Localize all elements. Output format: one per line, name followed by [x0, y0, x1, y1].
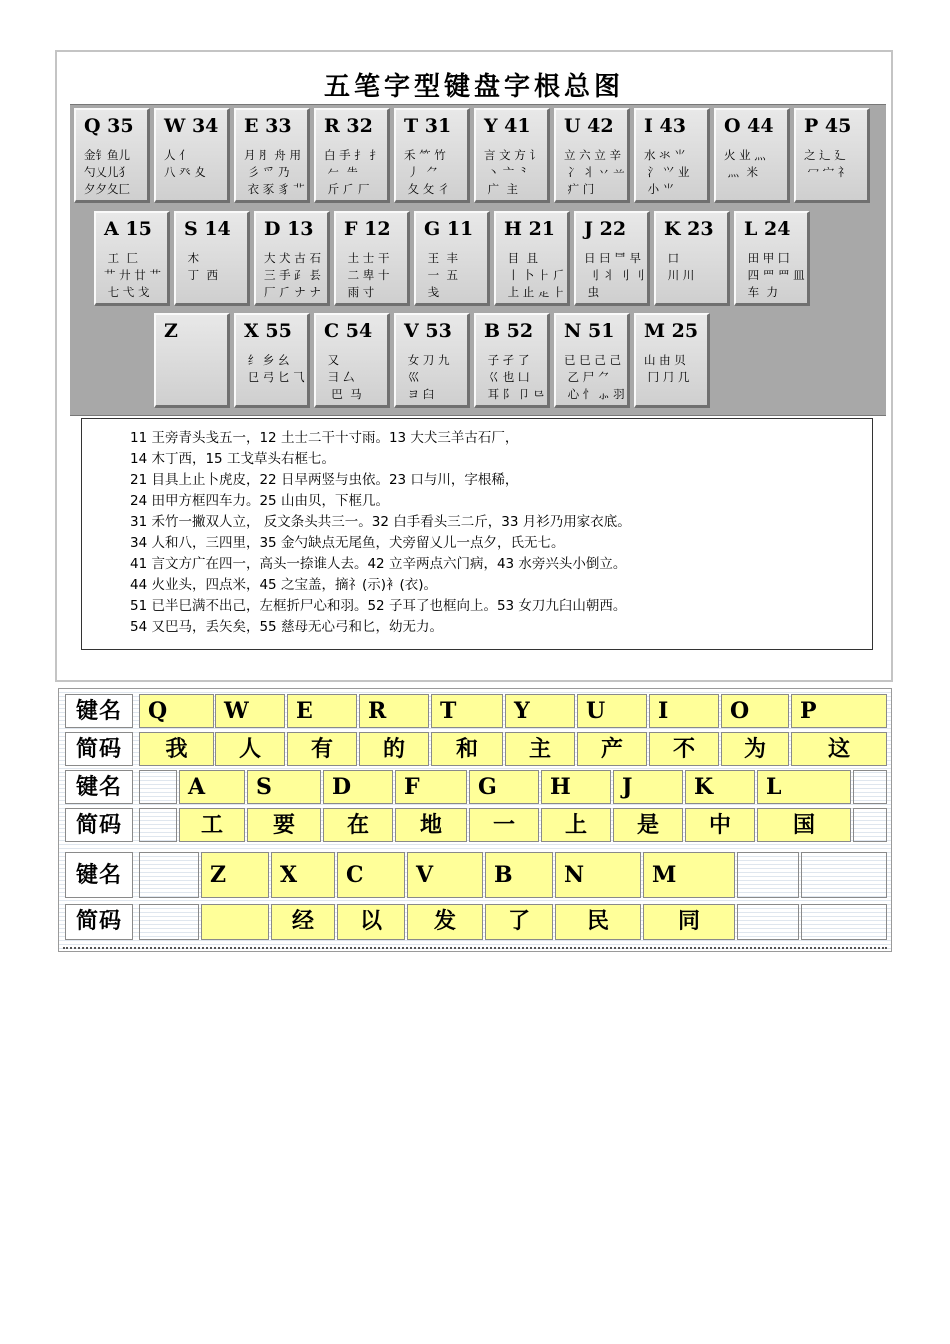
key-roots: 金钅鱼儿 勺乂儿犭 夕夕夂匚	[84, 148, 130, 196]
shortcode-table	[58, 688, 892, 952]
short-code-cell: 地	[395, 808, 467, 842]
wubi-keyboard-figure	[55, 50, 893, 682]
key-roots: 山 由 贝 冂 ⺆ 几	[644, 353, 690, 384]
key-roots: 立 六 立 辛 冫 丬 丷 䒑 疒 门	[564, 148, 625, 196]
key-name-cell: P	[791, 694, 887, 728]
key-name-cell: M	[643, 852, 735, 898]
empty-cell	[737, 852, 799, 898]
short-code-cell: 产	[577, 732, 647, 766]
row-header: 键名	[65, 770, 133, 804]
short-code-cell: 一	[469, 808, 539, 842]
key-roots: 女 刀 九 巛 ヨ 臼	[407, 353, 450, 401]
mnemonic-line: 41 言文方广在四一，高头一捺谁人去。42 立辛两点六门病，43 水旁兴头小倒立。	[130, 556, 627, 572]
key-w	[154, 108, 230, 203]
key-roots: 田 甲 囗 四 罒 ⺲ 皿 车 力	[747, 251, 805, 299]
key-name-cell: X	[271, 852, 335, 898]
key-name-cell: B	[485, 852, 553, 898]
key-label: Z	[164, 320, 178, 342]
key-c	[314, 313, 390, 408]
empty-cell	[853, 770, 887, 804]
mnemonic-line: 21 目具上止卜虎皮，22 日早两竖与虫依。23 口与川，字根稀，	[130, 472, 519, 488]
key-roots: 口 川 川	[667, 251, 695, 282]
key-name-cell: A	[179, 770, 245, 804]
key-a	[94, 211, 170, 306]
key-label: O 44	[724, 115, 774, 137]
key-roots: 水 氺 ⺌ 氵 ⺍ 业 小 ⺌	[644, 148, 690, 196]
short-code-cell: 这	[791, 732, 887, 766]
key-label: Y 41	[484, 115, 531, 137]
key-label: R 32	[324, 115, 373, 137]
key-name-cell: Z	[201, 852, 269, 898]
key-name-cell: I	[649, 694, 719, 728]
key-roots: 禾 ⺮ 竹 丿 ⺈ 夂 攵 彳	[404, 148, 450, 196]
key-name-cell: F	[395, 770, 467, 804]
key-z	[154, 313, 230, 408]
key-label: P 45	[804, 115, 852, 137]
key-label: L 24	[744, 218, 791, 240]
key-name-cell: G	[469, 770, 539, 804]
short-code-cell: 不	[649, 732, 719, 766]
mnemonic-line: 34 人和八，三四里，35 金勺缺点无尾鱼，犬旁留乂儿一点夕，氏无七。	[130, 535, 565, 551]
key-roots: 工 匚 艹 廾 廿 ⺾ 七 弋 戈	[104, 251, 161, 299]
mnemonic-line: 11 王旁青头戋五一，12 土士二干十寸雨。13 大犬三羊古石厂，	[130, 430, 519, 446]
short-code-cell: 民	[555, 904, 641, 940]
short-code-cell: 主	[505, 732, 575, 766]
empty-cell	[139, 904, 199, 940]
short-code-cell: 了	[485, 904, 553, 940]
short-code-cell: 的	[359, 732, 429, 766]
empty-cell	[853, 808, 887, 842]
key-label: V 53	[404, 320, 452, 342]
mnemonic-box	[81, 418, 873, 650]
key-label: D 13	[264, 218, 314, 240]
mnemonic-line: 54 又巴马，丢矢矣，55 慈母无心弓和匕，幼无力。	[130, 619, 443, 635]
key-name-cell: H	[541, 770, 611, 804]
key-label: T 31	[404, 115, 452, 137]
key-name-cell: D	[323, 770, 393, 804]
key-label: Q 35	[84, 115, 134, 137]
key-label: X 55	[244, 320, 292, 342]
short-code-cell: 以	[337, 904, 405, 940]
key-d	[254, 211, 330, 306]
key-roots: 火 业 灬 灬 米	[724, 148, 766, 179]
key-label: G 11	[424, 218, 474, 240]
key-label: H 21	[504, 218, 556, 240]
key-name-cell: O	[721, 694, 789, 728]
key-label: B 52	[484, 320, 534, 342]
key-name-cell: J	[613, 770, 683, 804]
key-roots: 大 犬 古 石 三 手 ⺪ 镸 厂 ⺁ ナ ナ	[264, 251, 321, 299]
key-r	[314, 108, 390, 203]
key-roots: 目 且 丨 卜 ⺊ 𠂆 上 止 龰 ⺊	[507, 251, 565, 299]
key-roots: 木 丁 西	[187, 251, 218, 282]
keyboard	[70, 104, 886, 416]
key-k	[654, 211, 730, 306]
short-code-cell: 同	[643, 904, 735, 940]
key-b	[474, 313, 550, 408]
short-code-cell: 我	[139, 732, 214, 766]
key-name-cell: K	[685, 770, 755, 804]
key-roots: 已 巳 己 己 乙 尸 ⺈ 心 忄 ⺗ 羽	[564, 353, 625, 401]
mnemonic-line: 14 木丁西，15 工戈草头右框七。	[130, 451, 335, 467]
row-header: 简码	[65, 732, 133, 766]
key-i	[634, 108, 710, 203]
dotted-divider	[63, 944, 887, 949]
mnemonic-line: 44 火业头，四点米，45 之宝盖，摘礻(示)衤(衣)。	[130, 577, 438, 593]
key-label: M 25	[644, 320, 699, 342]
key-roots: 土 士 干 二 卑 十 雨 寸	[347, 251, 390, 299]
short-code-cell	[201, 904, 269, 940]
key-roots: 日 曰 ⺜ 早 刂 ⺦ 刂 刂 虫	[584, 251, 645, 299]
empty-cell	[801, 852, 887, 898]
key-u	[554, 108, 630, 203]
key-s	[174, 211, 250, 306]
key-o	[714, 108, 790, 203]
mnemonic-line: 24 田甲方框四车力。25 山由贝，下框几。	[130, 493, 389, 509]
key-name-cell: T	[431, 694, 503, 728]
key-j	[574, 211, 650, 306]
key-name-cell: E	[287, 694, 357, 728]
mnemonic-line: 51 已半巳满不出己，左框折尸心和羽。52 子耳了也框向上。53 女刀九臼山朝西。	[130, 598, 627, 614]
key-name-cell: Y	[505, 694, 575, 728]
key-v	[394, 313, 470, 408]
short-code-cell: 为	[721, 732, 789, 766]
key-name-cell: U	[577, 694, 647, 728]
row-header: 键名	[65, 852, 133, 898]
key-roots: 人 亻 八 癶 夊	[164, 148, 206, 179]
key-f	[334, 211, 410, 306]
short-code-cell: 有	[287, 732, 357, 766]
key-x	[234, 313, 310, 408]
key-name-cell: V	[407, 852, 483, 898]
key-q	[74, 108, 150, 203]
short-code-cell: 经	[271, 904, 335, 940]
key-m	[634, 313, 710, 408]
empty-cell	[737, 904, 799, 940]
short-code-cell: 和	[431, 732, 503, 766]
short-code-cell: 在	[323, 808, 393, 842]
key-label: E 33	[244, 115, 292, 137]
short-code-cell: 是	[613, 808, 683, 842]
key-label: S 14	[184, 218, 231, 240]
row-header: 键名	[65, 694, 133, 728]
key-roots: 又 ⺕ 厶 巴 马	[327, 353, 362, 401]
key-name-cell: S	[247, 770, 321, 804]
row-header: 简码	[65, 904, 133, 940]
key-roots: 白 手 扌 ⺘ 𠂉 ⺧ 斤 ⺁ 厂	[324, 148, 381, 196]
empty-cell	[139, 808, 177, 842]
empty-cell	[139, 852, 199, 898]
key-label: W 34	[164, 115, 219, 137]
key-y	[474, 108, 550, 203]
short-code-cell: 工	[179, 808, 245, 842]
key-name-cell: W	[215, 694, 285, 728]
key-label: F 12	[344, 218, 391, 240]
key-n	[554, 313, 630, 408]
key-p	[794, 108, 870, 203]
short-code-cell: 发	[407, 904, 483, 940]
key-label: J 22	[584, 218, 627, 240]
row-header: 简码	[65, 808, 133, 842]
key-roots: 子 孑 了 巜 也 凵 耳 阝 卩 ⺋	[487, 353, 545, 401]
key-name-cell: L	[757, 770, 851, 804]
key-label: K 23	[664, 218, 714, 240]
key-g	[414, 211, 490, 306]
key-l	[734, 211, 810, 306]
key-label: N 51	[564, 320, 615, 342]
short-code-cell: 国	[757, 808, 851, 842]
short-code-cell: 上	[541, 808, 611, 842]
empty-cell	[801, 904, 887, 940]
key-roots: 月 ⺼ 舟 用 彡 爫 乃 衣 豕 豸 ⻀	[244, 148, 305, 196]
key-name-cell: Q	[139, 694, 214, 728]
empty-cell	[139, 770, 177, 804]
mnemonic-line: 31 禾竹一撇双人立， 反文条头共三一。32 白手看头三二斤，33 月衫乃用家衣底。	[130, 514, 631, 530]
key-roots: 纟 乡 幺 㔾 弓 匕 ⺄	[247, 353, 305, 384]
key-label: U 42	[564, 115, 614, 137]
key-label: C 54	[324, 320, 373, 342]
key-label: A 15	[104, 218, 152, 240]
key-label: I 43	[644, 115, 686, 137]
short-code-cell: 要	[247, 808, 321, 842]
key-roots: 言 文 方 讠 丶 亠 ⺀ 广 主	[484, 148, 541, 196]
key-t	[394, 108, 470, 203]
key-name-cell: C	[337, 852, 405, 898]
key-h	[494, 211, 570, 306]
figure-title: 五笔字型键盘字根总图	[323, 72, 624, 102]
short-code-cell: 中	[685, 808, 755, 842]
key-name-cell: R	[359, 694, 429, 728]
key-name-cell: N	[555, 852, 641, 898]
key-roots: 之 辶 廴 冖 宀 礻	[804, 148, 850, 179]
short-code-cell: 人	[215, 732, 285, 766]
key-roots: 王 丰 一 五 戋	[427, 251, 458, 299]
key-e	[234, 108, 310, 203]
